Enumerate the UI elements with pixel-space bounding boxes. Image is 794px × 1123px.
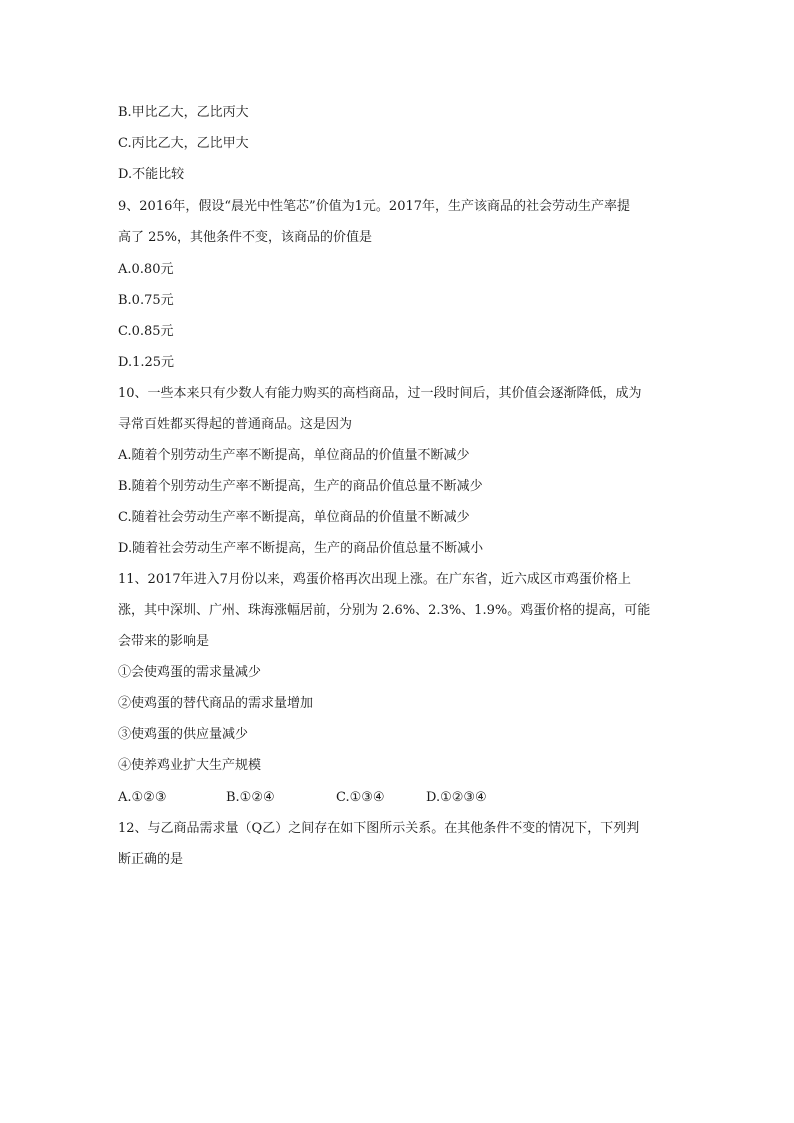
q11-choice-a: A.①②③ xyxy=(118,790,167,805)
q9-option-c: C.0.85元 xyxy=(118,324,174,339)
prev-option-d: D.不能比较 xyxy=(118,167,185,182)
prev-option-c: C.丙比乙大，乙比甲大 xyxy=(118,136,249,151)
q12-stem-line1: 12、与乙商品需求量（Q乙）之间存在如下图所示关系。在其他条件不变的情况下，下列判 xyxy=(118,821,640,836)
q11-choice-c: C.①③④ xyxy=(336,790,385,805)
q9-stem-line2: 高了 25%，其他条件不变，该商品的价值是 xyxy=(118,230,373,245)
q11-stem-line3: 会带来的影响是 xyxy=(118,634,210,649)
q11-choice-d: D.①②③④ xyxy=(426,790,487,805)
q9-option-d: D.1.25元 xyxy=(118,355,175,370)
q11-statement-1: ①会使鸡蛋的需求量减少 xyxy=(118,665,262,680)
q10-stem-line2: 寻常百姓都买得起的普通商品。这是因为 xyxy=(118,417,353,432)
q9-option-a: A.0.80元 xyxy=(118,262,174,277)
q10-option-b: B.随着个别劳动生产率不断提高，生产的商品价值总量不断减少 xyxy=(118,479,483,494)
q9-option-b: B.0.75元 xyxy=(118,293,174,308)
q10-option-a: A.随着个别劳动生产率不断提高，单位商品的价值量不断减少 xyxy=(118,448,470,463)
q11-stem-line1: 11、2017年进入7月份以来，鸡蛋价格再次出现上涨。在广东省，近六成区市鸡蛋价格上 xyxy=(118,572,631,587)
q11-statement-2: ②使鸡蛋的替代商品的需求量增加 xyxy=(118,696,314,711)
prev-option-b: B.甲比乙大，乙比丙大 xyxy=(118,105,249,120)
q10-stem-line1: 10、一些本来只有少数人有能力购买的高档商品，过一段时间后，其价值会逐渐降低，成为 xyxy=(118,386,642,401)
q10-option-c: C.随着社会劳动生产率不断提高，单位商品的价值量不断减少 xyxy=(118,510,470,525)
q11-choice-b: B.①②④ xyxy=(226,790,275,805)
q11-statement-4: ④使养鸡业扩大生产规模 xyxy=(118,758,262,773)
q12-stem-line2: 断正确的是 xyxy=(118,852,184,867)
q9-stem-line1: 9、2016年，假设“晨光中性笔芯”价值为1元。2017年，生产该商品的社会劳动生产率提 xyxy=(118,199,631,214)
q10-option-d: D.随着社会劳动生产率不断提高，生产的商品价值总量不断减小 xyxy=(118,541,484,556)
q11-stem-line2: 涨，其中深圳、广州、珠海涨幅居前，分别为 2.6%、2.3%、1.9%。鸡蛋价格的提高，可能 xyxy=(118,603,651,618)
q11-statement-3: ③使鸡蛋的供应量减少 xyxy=(118,727,249,742)
